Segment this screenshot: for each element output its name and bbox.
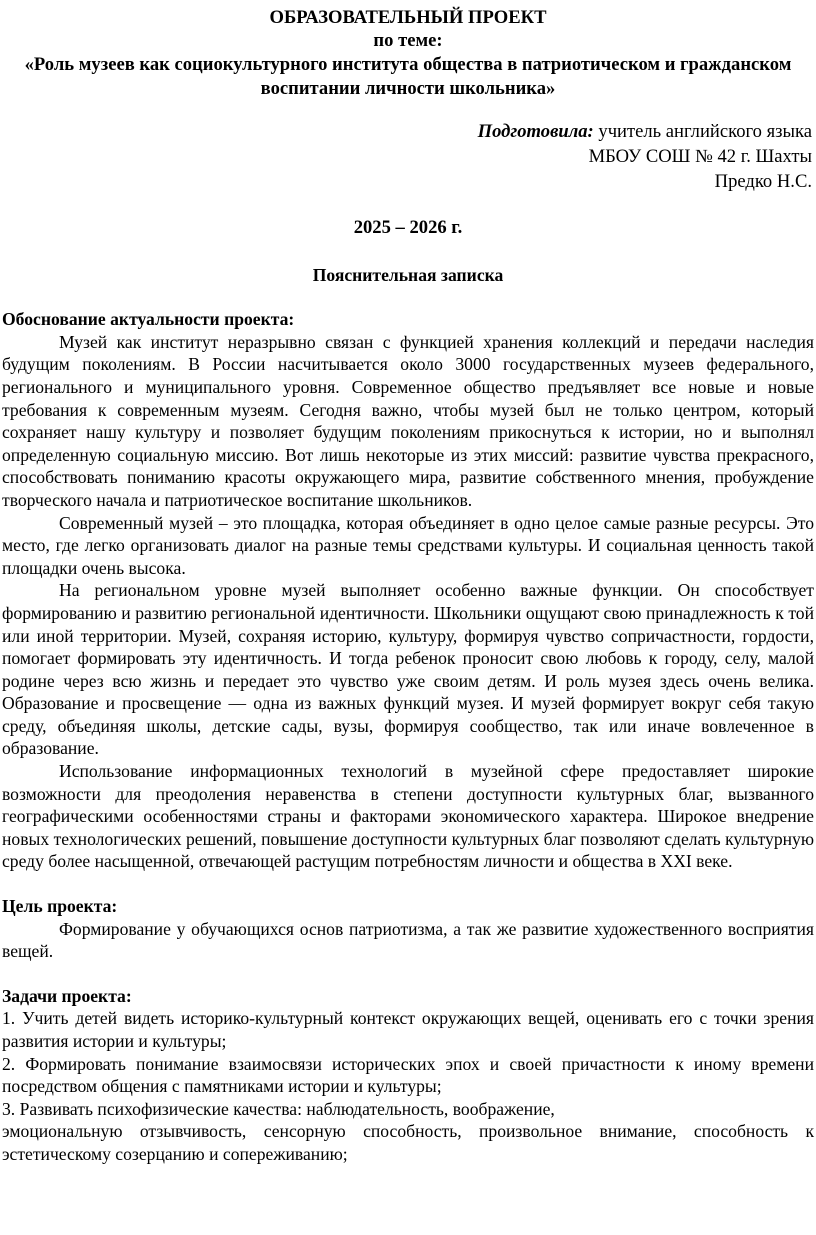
academic-years: 2025 – 2026 г. xyxy=(353,217,463,238)
document-title: ОБРАЗОВАТЕЛЬНЫЙ ПРОЕКТ xyxy=(269,7,547,28)
relevance-paragraph: Музей как институт неразрывно связан с функцией хранения коллекций и передачи наследия будущим поколениям. В России насчитывается около 3000 государственных музеев федерального, регионального и муниципального уровня. Современное общество предъявляет все новые и новые требования к современным музеям. Сегодня важно, чтобы музей был не только центром, который сохраняет нашу культуру и позволяет будущим поколениям прикоснуться к истории, но и выполнял определенную социальную миссию. Вот лишь некоторые из этих миссий: развитие чувства прекрасного, способствовать пониманию красоты окружающего мира, развитие собственного мнения, пробуждение творческого начала и патриотическое воспитание школьников. xyxy=(2,331,814,510)
task-item: эмоциональную отзывчивость, сенсорную способность, произвольное внимание, способность к эстетическому созерцанию и сопереживанию; xyxy=(2,1121,814,1164)
relevance-heading: Обоснование актуальности проекта: xyxy=(2,309,295,330)
document-subtitle: по теме: xyxy=(373,30,443,51)
explanatory-note-title: Пояснительная записка xyxy=(312,264,504,285)
author-name: Предко Н.С. xyxy=(714,171,812,192)
goal-heading: Цель проекта: xyxy=(2,896,118,917)
task-item: 1. Учить детей видеть историко-культурный контекст окружающих вещей, оценивать его с точки зрения развития истории и культуры; xyxy=(2,1008,814,1051)
task-item: 2. Формировать понимание взаимосвязи исторических эпох и своей причастности к иному времени посредством общения с памятниками истории и культуры; xyxy=(2,1053,814,1097)
author-school: МБОУ СОШ № 42 г. Шахты xyxy=(588,146,812,167)
spacer xyxy=(2,963,814,985)
goal-text: Формирование у обучающихся основ патриотизма, а так же развитие художественного восприятия вещей. xyxy=(2,918,814,962)
task-item: 3. Развивать психофизические качества: наблюдательность, воображение, xyxy=(2,1098,555,1119)
author-position: учитель английского языка xyxy=(598,121,812,142)
tasks-heading: Задачи проекта: xyxy=(2,985,132,1006)
relevance-paragraph: Использование информационных технологий в музейной сфере предоставляет широкие возможности для преодоления неравенства в степени доступности культурных благ, вызванного географическими особенностями страны и факторами экономического характера. Широкое внедрение новых технологических решений, повышение доступности культурных благ позволяют сделать культурную среду более насыщенной, отвечающей растущим потребностям личности и общества в XXI веке. xyxy=(2,761,814,872)
author-label: Подготовила: xyxy=(477,121,594,142)
project-topic: «Роль музеев как социокультурного института общества в патриотическом и гражданском воспитании личности школьника» xyxy=(24,54,792,99)
spacer xyxy=(2,873,814,895)
relevance-paragraph: На региональном уровне музей выполняет особенно важные функции. Он способствует формированию и развитию региональной идентичности. Школьники ощущают свою принадлежность к той или иной территории. Музей, сохраняя историю, культуру, формируя чувство сопричастности, гордости, помогает формировать эту идентичность. И тогда ребенок проносит свою любовь к городу, селу, малой родине через всю жизнь и передает это чувство уже своим детям. И роль музея здесь очень велика. Образование и просвещение — одна из важных функций музея. И музей формирует вокруг себя такую среду, объединяя школы, детские сады, вузы, формируя сообщество, так или иначе вовлеченное в образование. xyxy=(2,580,814,759)
relevance-paragraph: Современный музей – это площадка, которая объединяет в одно целое самые разные ресурсы. Это место, где легко организовать диалог на разные темы средствами культуры. И социальная ценность такой площадки очень высока. xyxy=(2,512,814,578)
author-block xyxy=(2,119,814,194)
author-position-line xyxy=(2,119,812,144)
